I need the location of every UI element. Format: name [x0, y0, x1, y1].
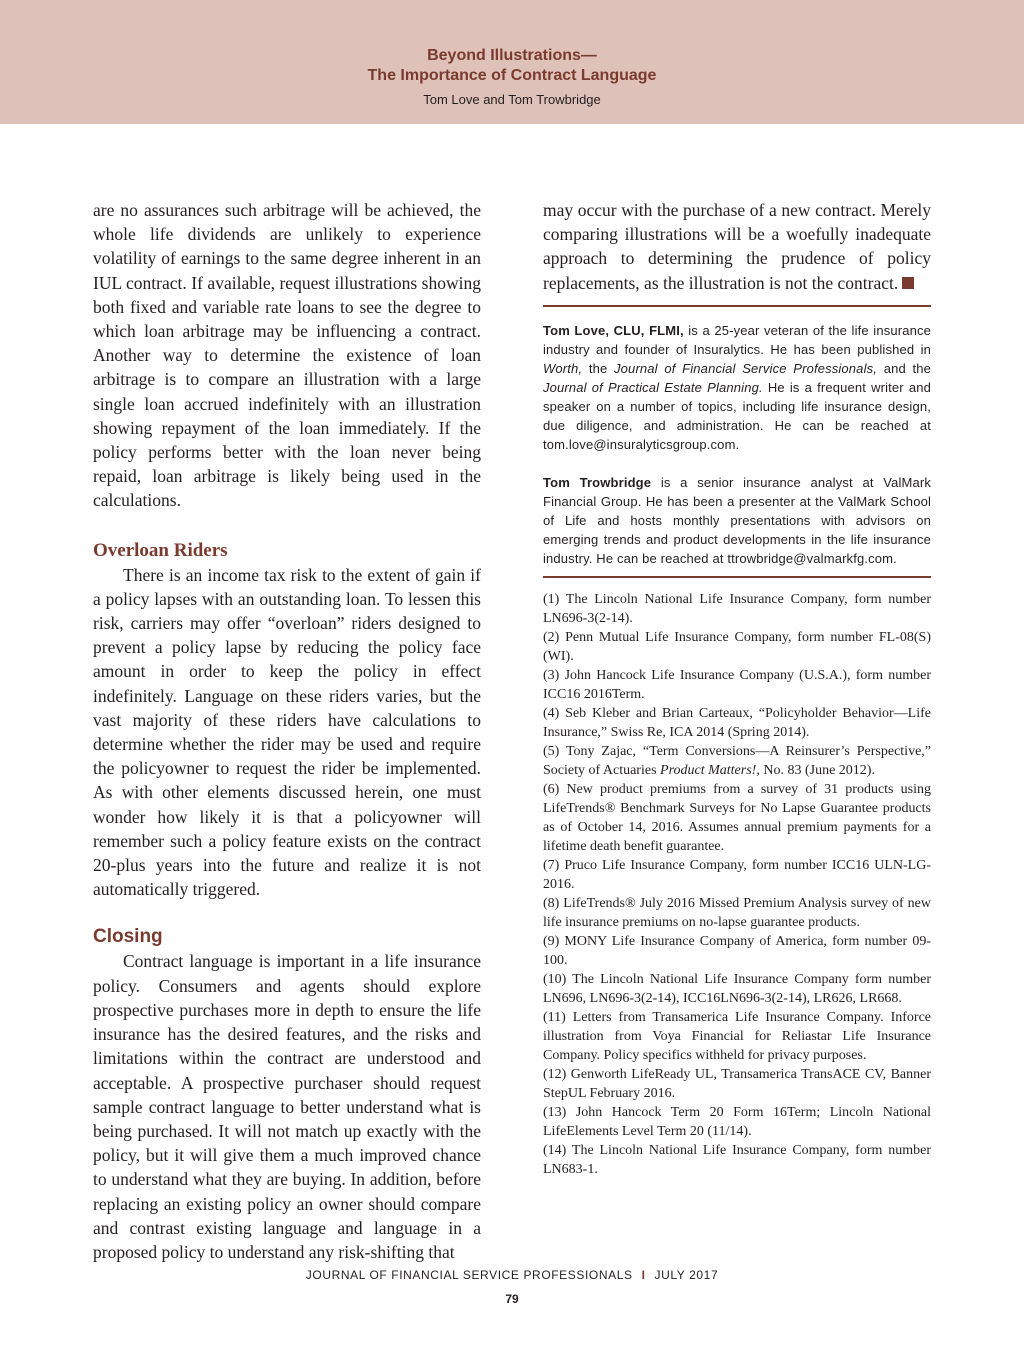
divider-rule: [543, 576, 931, 578]
endnote: (8) LifeTrends® July 2016 Missed Premium Analysis survey of new life insurance premiums on no-lapse guarantee products.: [543, 895, 931, 930]
bio-text: is a senior insurance analyst at ValMark Financial Group. He has been a presenter at the ValMark School of Life and hosts monthly presentations with advisors on emerging trends and product developments in the life insurance industry. He can be reached at ttrowbridge@valmarkfg.com.: [543, 474, 932, 566]
bio-text: and the: [877, 360, 932, 376]
bio-text: the: [582, 360, 615, 376]
left-column: [93, 198, 481, 1264]
closing-paragraph: Contract language is important in a life insurance policy. Consumers and agents should explore prospective purchases more in depth to ensure the life insurance has the desired features, and the risks and limitations within the contract are understood and acceptable. A prospective purchaser should request sample contract language to better understand what is being purchased. It will not match up exactly with the policy, but it will give them a much improved chance to understand what they are buying. In addition, before replacing an existing policy an owner should compare and contrast existing language and language in a proposed policy to understand any risk-shifting that: [93, 951, 481, 1262]
endnote: (11) Letters from Transamerica Life Insurance Company. Inforce illustration from Voya Financial for Reliastar Life Insurance Company. Policy specifics withheld for privacy purposes.: [543, 1009, 931, 1063]
bio-publication: Worth,: [543, 360, 583, 376]
article-title-line2: The Importance of Contract Language: [367, 67, 657, 84]
page-number: 79: [505, 1292, 519, 1306]
right-column: [543, 198, 931, 1179]
endnote: (6) New product premiums from a survey of 31 products using LifeTrends® Benchmark Surveys for No Lapse Guarantee products as of October 14, 2016. Assumes annual premium payments for a lifetime death benefit guarantee.: [543, 781, 931, 854]
endnote: (13) John Hancock Term 20 Form 16Term; Lincoln National LifeElements Level Term 20 (11/14).: [543, 1104, 931, 1139]
heading-closing: Closing: [93, 926, 163, 948]
endnote: (14) The Lincoln National Life Insurance Company, form number LN683-1.: [543, 1142, 931, 1177]
overloan-paragraph: There is an income tax risk to the extent of gain if a policy lapses with an outstanding loan. To lessen this risk, carriers may offer “overloan” riders designed to prevent a policy lapse by reducing the policy face amount in order to keep the policy in effect indefinitely. Language on these riders varies, but the vast majority of these riders have calculations to determine whether the rider may be used and require the policyowner to request the rider be implemented. As with other elements discussed herein, one must wonder how likely it is that a policyowner will remember such a policy feature exists on the contract 20-plus years into the future and realize it is not automatically triggered.: [93, 564, 481, 900]
page-footer: [0, 1268, 1024, 1282]
endnote: (12) Genworth LifeReady UL, Transamerica TransACE CV, Banner StepUL February 2016.: [543, 1066, 931, 1101]
footer-separator: I: [641, 1268, 646, 1282]
continued-text: may occur with the purchase of a new contract. Merely comparing illustrations will be a woefully inadequate approach to determining the prudence of policy replacements, as the illustration is not the contract.: [543, 200, 931, 293]
end-of-article-mark: [902, 277, 914, 289]
endnote: [543, 742, 931, 780]
issue-date: JULY 2017: [654, 1268, 719, 1282]
article-authors: Tom Love and Tom Trowbridge: [423, 92, 601, 107]
divider-rule: [543, 305, 931, 307]
journal-name: JOURNAL OF FINANCIAL SERVICE PROFESSIONALS: [305, 1268, 633, 1282]
bio-name: Tom Love, CLU, FLMI,: [543, 322, 684, 338]
endnote: (9) MONY Life Insurance Company of America, form number 09-100.: [543, 933, 931, 968]
bio-publication: Journal of Financial Service Professionals,: [614, 360, 878, 376]
bio-publication: Journal of Practical Estate Planning.: [543, 379, 763, 395]
endnote: (3) John Hancock Life Insurance Company (U.S.A.), form number ICC16 2016Term.: [543, 667, 931, 702]
endnote-publication: Product Matters!,: [660, 762, 760, 778]
continued-paragraph: are no assurances such arbitrage will be achieved, the whole life dividends are unlikely to experience volatility of earnings to the same degree inherent in an IUL contract. If available, request illustrations showing both fixed and variable rate loans to see the degree to which loan arbitrage may be influencing a contract. Another way to determine the existence of loan arbitrage is to compare an illustration with a large single loan accrued indefinitely with an illustration showing repayment of the loan immediately. If the policy performs better with the loan never being repaid, loan arbitrage is likely being used in the calculations.: [93, 200, 481, 511]
endnotes: [543, 590, 931, 1179]
endnote: (4) Seb Kleber and Brian Carteaux, “Policyholder Behavior—Life Insurance,” Swiss Re, ICA 2014 (Spring 2014).: [543, 705, 931, 740]
endnote-text: No. 83 (June 2012).: [759, 762, 875, 778]
author-bio-trowbridge: [543, 473, 931, 568]
heading-overloan-riders: Overloan Riders: [93, 539, 228, 561]
author-bio-love: [543, 321, 931, 454]
bio-text: He is a frequent writer and speaker on a number of topics, including life insurance design, due diligence, and administration. He can be reached at tom.love@insuralyticsgroup.com.: [543, 379, 932, 452]
endnote: (2) Penn Mutual Life Insurance Company, form number FL-08(S) (WI).: [543, 629, 931, 664]
article-header: [0, 0, 1024, 124]
endnote: (7) Pruco Life Insurance Company, form number ICC16 ULN-LG-2016.: [543, 857, 931, 892]
endnote: (1) The Lincoln National Life Insurance Company, form number LN696-3(2-14).: [543, 591, 931, 626]
endnote-text: (5) Tony Zajac, “Term Conversions—A Reinsurer’s Perspective,” Society of Actuaries: [543, 743, 931, 778]
article-title-line1: Beyond Illustrations—: [427, 47, 597, 64]
bio-text: is a 25-year veteran of the life insurance industry and founder of Insuralytics. He has been published in: [543, 322, 931, 357]
endnote: (10) The Lincoln National Life Insurance Company form number LN696, LN696-3(2-14), ICC16LN696-3(2-14), LR626, LR668.: [543, 971, 931, 1006]
continued-paragraph-right: [543, 198, 931, 295]
bio-name: Tom Trowbridge: [543, 474, 652, 490]
